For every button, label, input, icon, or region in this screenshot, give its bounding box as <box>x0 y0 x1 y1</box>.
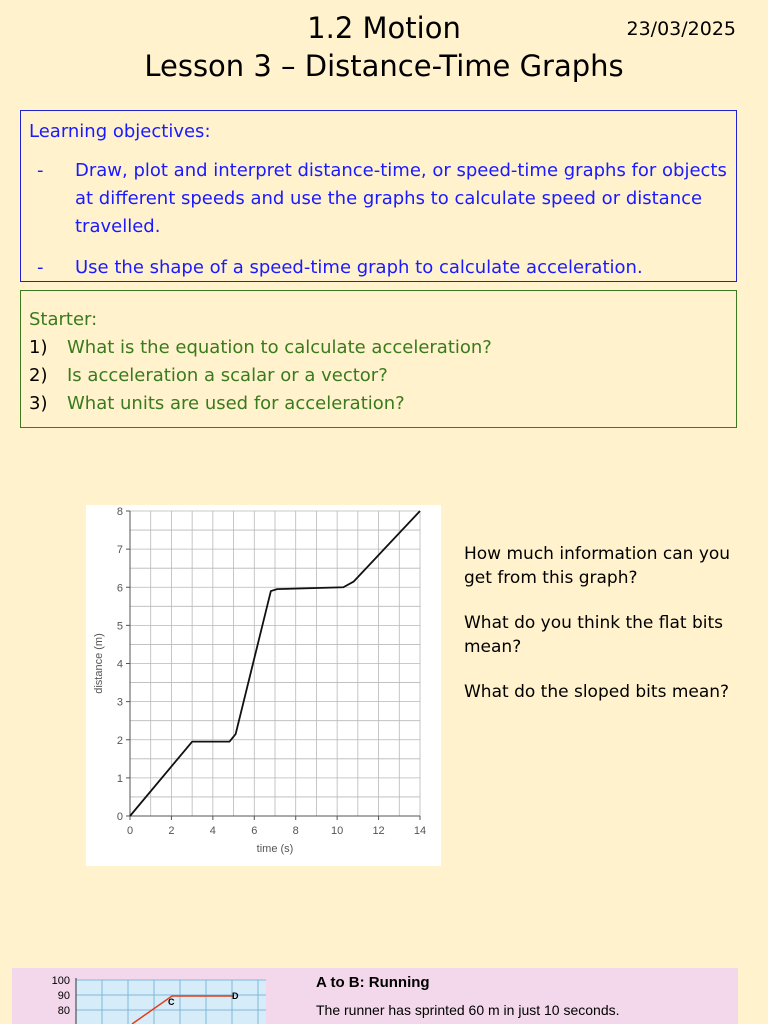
objective-text: Use the shape of a speed-time graph to calculate acceleration. <box>75 257 643 278</box>
y-tick-label: 8 <box>116 506 123 518</box>
mini-point-label: C <box>168 997 175 1007</box>
question-number: 2) <box>29 365 48 386</box>
running-panel <box>12 968 738 1024</box>
bullet-dash: - <box>37 160 44 181</box>
x-tick-label: 4 <box>209 825 216 837</box>
x-tick-label: 14 <box>413 825 427 837</box>
question-text: What is the equation to calculate acceleration? <box>67 337 492 358</box>
y-axis-label: distance (m) <box>93 633 105 694</box>
question-number: 1) <box>29 337 48 358</box>
y-tick-label: 2 <box>116 734 123 747</box>
mini-point-label: D <box>232 991 239 1001</box>
x-tick-label: 0 <box>126 825 134 837</box>
prompt-text: What do the sloped bits mean? <box>464 682 730 702</box>
learning-objectives-box <box>20 110 737 282</box>
bullet-dash: - <box>37 257 44 278</box>
mini-tick-label: 80 <box>57 1005 70 1017</box>
title-line-1: 1.2 Motion <box>307 11 461 45</box>
prompt-text: What do you think the flat bits mean? <box>464 613 724 657</box>
y-tick-label: 1 <box>116 772 123 785</box>
question-text: Is acceleration a scalar or a vector? <box>67 365 388 386</box>
x-tick-label: 8 <box>292 825 299 837</box>
question-number: 3) <box>29 393 48 414</box>
question-text: What units are used for acceleration? <box>67 393 405 414</box>
y-tick-label: 5 <box>116 620 123 633</box>
x-tick-label: 2 <box>168 825 175 837</box>
y-tick-label: 7 <box>116 544 123 557</box>
starter-box <box>20 290 737 428</box>
distance-time-chart <box>86 505 441 866</box>
prompt-text: How much information can you get from this graph? <box>464 544 731 588</box>
x-tick-label: 10 <box>331 825 344 837</box>
mini-tick-label: 90 <box>57 990 70 1002</box>
y-tick-label: 4 <box>116 658 123 671</box>
objectives-heading: Learning objectives: <box>29 121 211 142</box>
distance-time-graph <box>86 505 441 866</box>
running-text: The runner has sprinted 60 m in just 10 seconds. <box>316 1002 620 1018</box>
title-line-2: Lesson 3 – Distance-Time Graphs <box>144 49 624 83</box>
y-tick-label: 6 <box>116 582 123 595</box>
objective-text: Draw, plot and interpret distance-time, or speed-time graphs for objects at different speeds and use the graphs to calculate speed or distance travelled. <box>75 160 727 237</box>
date-label: 23/03/2025 <box>626 18 736 40</box>
y-tick-label: 3 <box>116 696 123 709</box>
mini-tick-label: 100 <box>51 975 70 987</box>
x-tick-label: 12 <box>372 825 385 837</box>
x-axis-label: time (s) <box>256 843 294 855</box>
y-tick-label: 0 <box>116 811 123 823</box>
running-heading: A to B: Running <box>316 974 430 991</box>
speed-time-mini-chart <box>12 968 282 1024</box>
x-tick-label: 6 <box>251 825 258 837</box>
starter-heading: Starter: <box>29 309 98 330</box>
discussion-prompts <box>464 542 754 725</box>
